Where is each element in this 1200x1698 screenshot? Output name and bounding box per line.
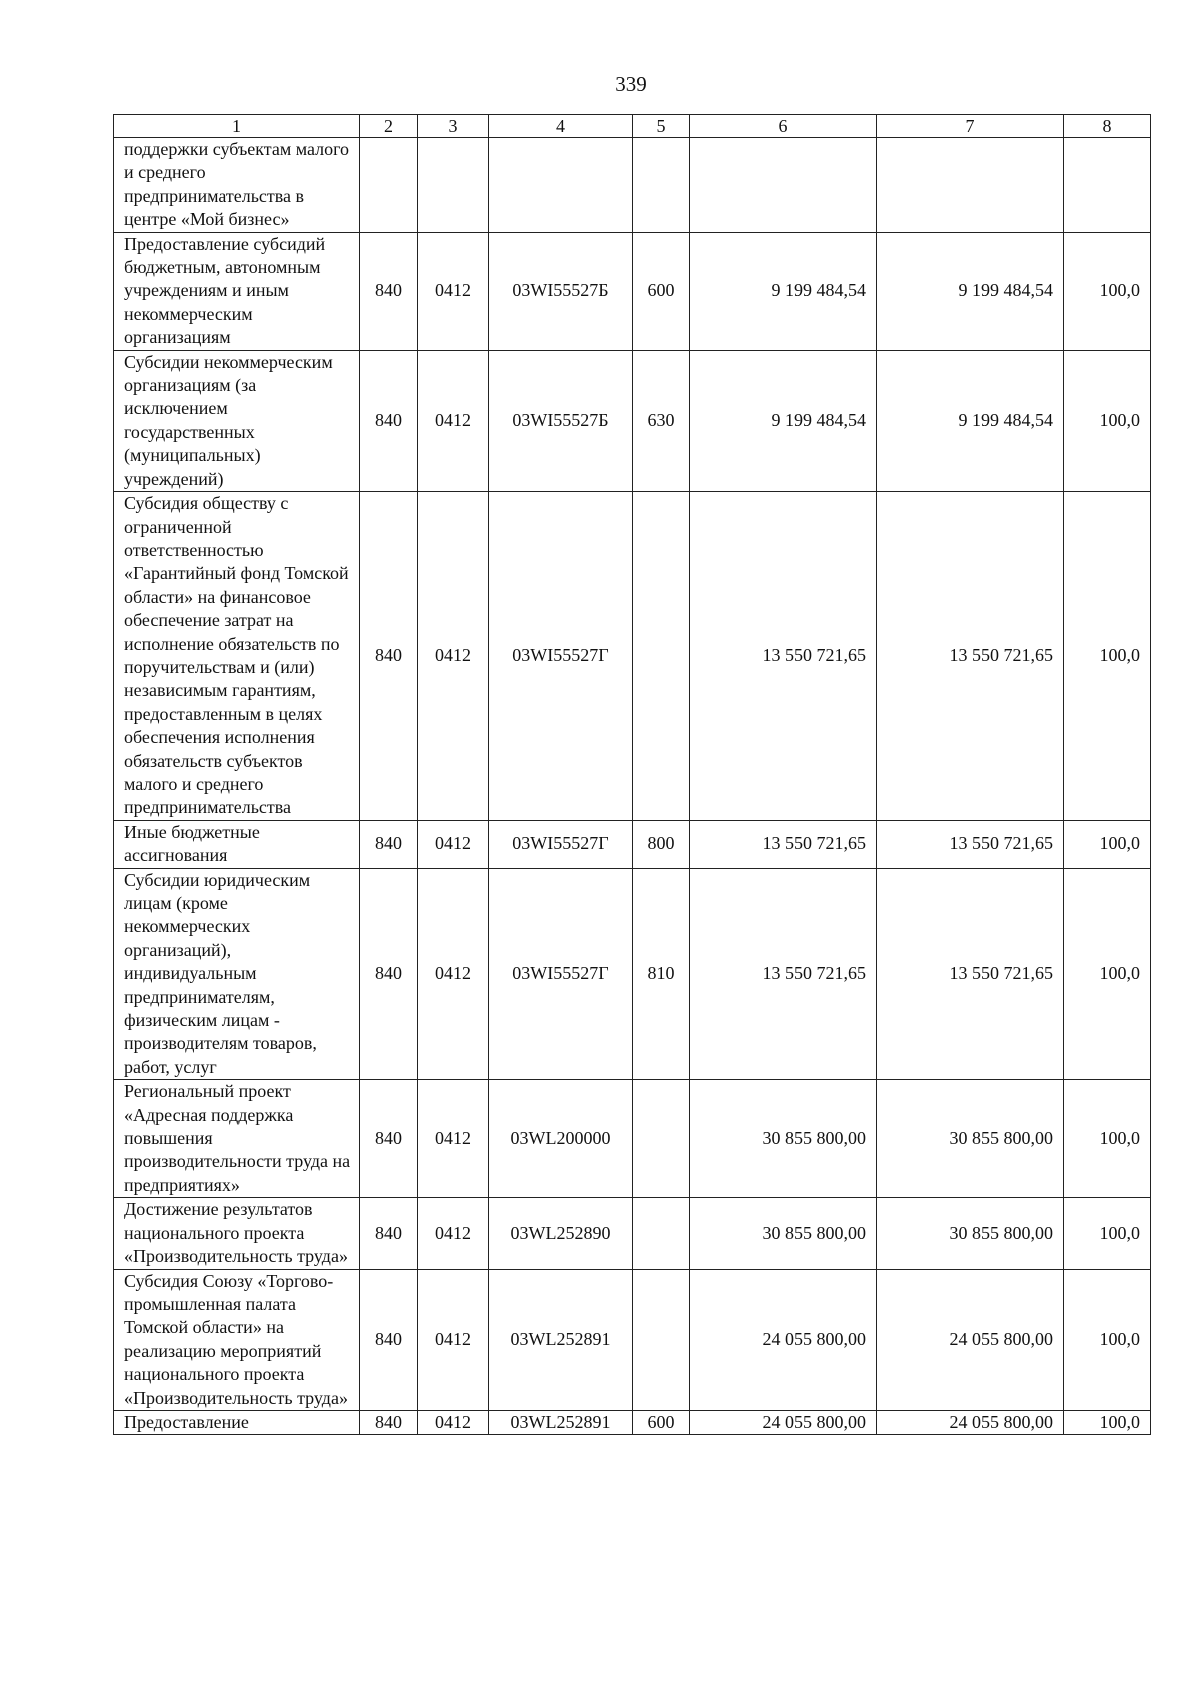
cell-col5: [633, 1269, 690, 1410]
table-row: [114, 350, 1151, 491]
cell-col6: 24 055 800,00: [690, 1410, 877, 1434]
table-row: [114, 232, 1151, 350]
table-row: [114, 138, 1151, 233]
row-name: Предоставление: [114, 1410, 360, 1434]
cell-col2: 840: [360, 868, 418, 1080]
cell-col8: 100,0: [1064, 1410, 1151, 1434]
cell-col7: [877, 138, 1064, 233]
cell-col2: 840: [360, 1080, 418, 1198]
table-row: [114, 868, 1151, 1080]
cell-col7: 13 550 721,65: [877, 820, 1064, 868]
column-header: 1: [114, 115, 360, 138]
table-header-row: [114, 115, 1151, 138]
cell-col7: 13 550 721,65: [877, 492, 1064, 821]
cell-col4: 03WI55527Г: [489, 868, 633, 1080]
cell-col4: 03WL252890: [489, 1198, 633, 1269]
cell-col2: 840: [360, 350, 418, 491]
table-row: [114, 1198, 1151, 1269]
cell-col6: 9 199 484,54: [690, 232, 877, 350]
cell-col3: 0412: [418, 232, 489, 350]
cell-col4: 03WI55527Б: [489, 350, 633, 491]
cell-col7: 9 199 484,54: [877, 350, 1064, 491]
cell-col7: 13 550 721,65: [877, 868, 1064, 1080]
cell-col7: 24 055 800,00: [877, 1410, 1064, 1434]
cell-col2: [360, 138, 418, 233]
cell-col8: 100,0: [1064, 1198, 1151, 1269]
cell-col7: 24 055 800,00: [877, 1269, 1064, 1410]
row-name: Субсидия обществу с ограниченной ответственностью «Гарантийный фонд Томской области» на финансовое обеспечение затрат на исполнение обязательств по поручительствам и (или) независимым гарантиям, предоставленным в целях обеспечения исполнения обязательств субъектов малого и среднего предпринимательства: [114, 492, 360, 821]
row-name: поддержки субъектам малого и среднего предпринимательства в центре «Мой бизнес»: [114, 138, 360, 233]
column-header: 7: [877, 115, 1064, 138]
cell-col6: 13 550 721,65: [690, 868, 877, 1080]
cell-col2: 840: [360, 1198, 418, 1269]
cell-col3: 0412: [418, 1080, 489, 1198]
table-row: [114, 1410, 1151, 1434]
row-name: Предоставление субсидий бюджетным, автономным учреждениям и иным некоммерческим организациям: [114, 232, 360, 350]
cell-col7: 30 855 800,00: [877, 1080, 1064, 1198]
cell-col8: 100,0: [1064, 1269, 1151, 1410]
cell-col3: 0412: [418, 1410, 489, 1434]
cell-col3: 0412: [418, 820, 489, 868]
cell-col8: 100,0: [1064, 820, 1151, 868]
cell-col7: 9 199 484,54: [877, 232, 1064, 350]
cell-col3: 0412: [418, 1198, 489, 1269]
cell-col7: 30 855 800,00: [877, 1198, 1064, 1269]
cell-col5: [633, 492, 690, 821]
table-row: [114, 492, 1151, 821]
row-name: Региональный проект «Адресная поддержка повышения производительности труда на предприятиях»: [114, 1080, 360, 1198]
cell-col5: 600: [633, 1410, 690, 1434]
budget-table: [113, 114, 1151, 1435]
cell-col3: 0412: [418, 350, 489, 491]
cell-col4: 03WI55527Б: [489, 232, 633, 350]
cell-col3: 0412: [418, 1269, 489, 1410]
cell-col6: [690, 138, 877, 233]
cell-col6: 24 055 800,00: [690, 1269, 877, 1410]
cell-col2: 840: [360, 1269, 418, 1410]
column-header: 3: [418, 115, 489, 138]
cell-col4: 03WL252891: [489, 1410, 633, 1434]
row-name: Субсидии некоммерческим организациям (за исключением государственных (муниципальных) учреждений): [114, 350, 360, 491]
cell-col5: [633, 138, 690, 233]
page-number: 339: [615, 72, 647, 96]
cell-col5: [633, 1198, 690, 1269]
cell-col6: 30 855 800,00: [690, 1080, 877, 1198]
row-name: Субсидия Союзу «Торгово-промышленная палата Томской области» на реализацию мероприятий национального проекта «Производительность труда»: [114, 1269, 360, 1410]
cell-col3: [418, 138, 489, 233]
cell-col3: 0412: [418, 492, 489, 821]
cell-col5: 600: [633, 232, 690, 350]
column-header: 4: [489, 115, 633, 138]
cell-col2: 840: [360, 492, 418, 821]
cell-col8: 100,0: [1064, 350, 1151, 491]
cell-col4: 03WL252891: [489, 1269, 633, 1410]
cell-col6: 9 199 484,54: [690, 350, 877, 491]
table-row: [114, 820, 1151, 868]
cell-col5: [633, 1080, 690, 1198]
row-name: Достижение результатов национального проекта «Производительность труда»: [114, 1198, 360, 1269]
cell-col4: 03WL200000: [489, 1080, 633, 1198]
cell-col6: 13 550 721,65: [690, 492, 877, 821]
cell-col6: 13 550 721,65: [690, 820, 877, 868]
cell-col2: 840: [360, 820, 418, 868]
column-header: 5: [633, 115, 690, 138]
column-header: 2: [360, 115, 418, 138]
cell-col5: 800: [633, 820, 690, 868]
table-row: [114, 1080, 1151, 1198]
cell-col8: 100,0: [1064, 492, 1151, 821]
cell-col2: 840: [360, 1410, 418, 1434]
cell-col4: 03WI55527Г: [489, 492, 633, 821]
cell-col8: 100,0: [1064, 868, 1151, 1080]
row-name: Иные бюджетные ассигнования: [114, 820, 360, 868]
cell-col2: 840: [360, 232, 418, 350]
table-row: [114, 1269, 1151, 1410]
cell-col4: 03WI55527Г: [489, 820, 633, 868]
cell-col5: 810: [633, 868, 690, 1080]
row-name: Субсидии юридическим лицам (кроме некоммерческих организаций), индивидуальным предпринимателям, физическим лицам - производителям товаров, работ, услуг: [114, 868, 360, 1080]
cell-col8: 100,0: [1064, 232, 1151, 350]
cell-col8: 100,0: [1064, 1080, 1151, 1198]
cell-col6: 30 855 800,00: [690, 1198, 877, 1269]
column-header: 8: [1064, 115, 1151, 138]
cell-col3: 0412: [418, 868, 489, 1080]
cell-col5: 630: [633, 350, 690, 491]
cell-col8: [1064, 138, 1151, 233]
cell-col4: [489, 138, 633, 233]
column-header: 6: [690, 115, 877, 138]
